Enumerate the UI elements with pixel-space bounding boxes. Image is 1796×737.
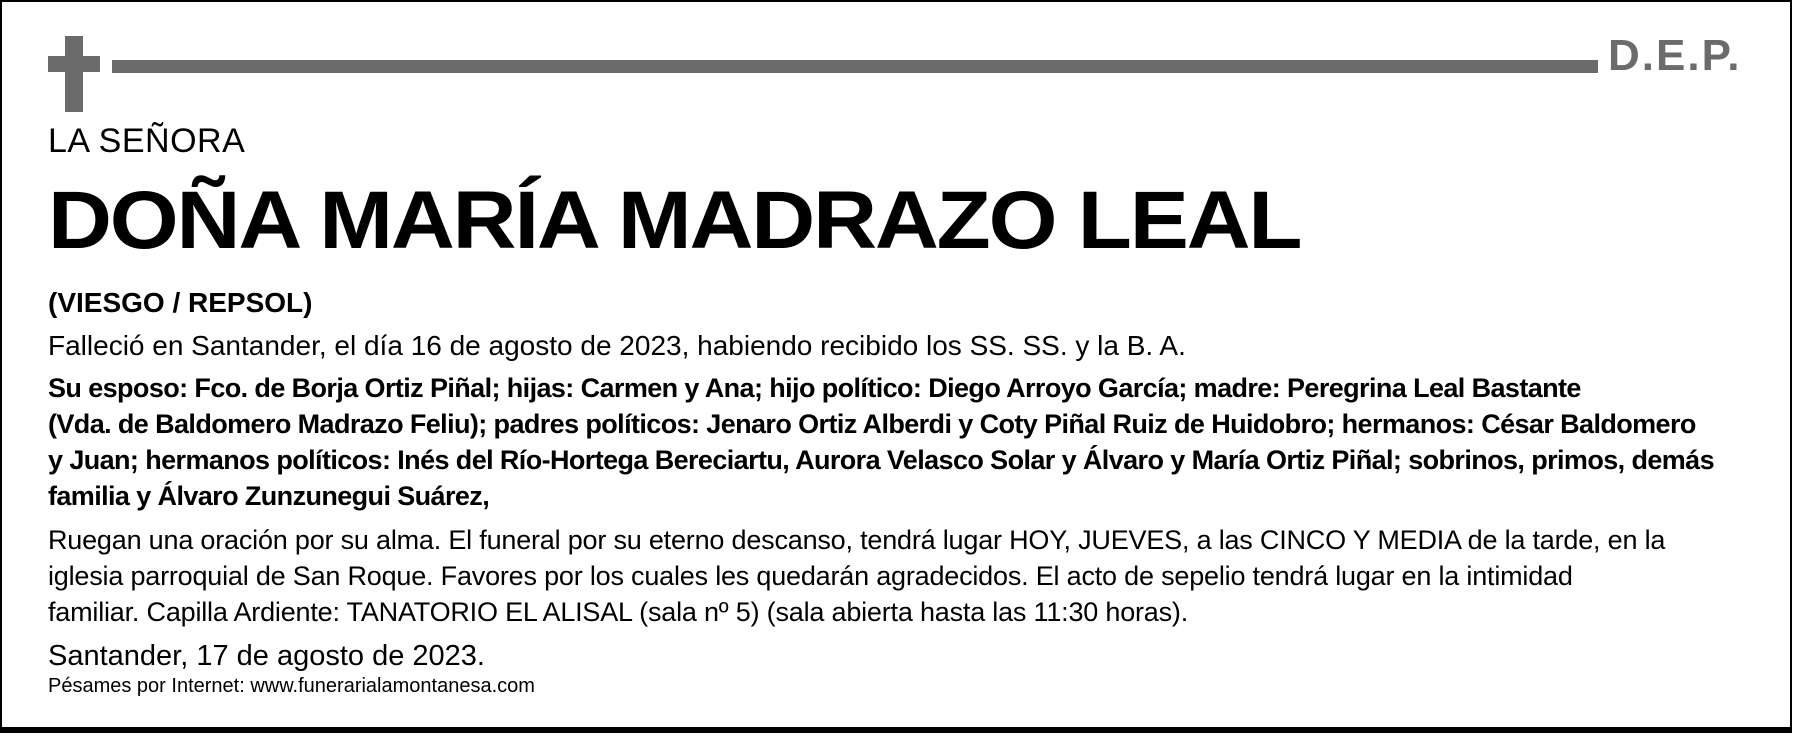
funeral-line: familiar. Capilla Ardiente: TANATORIO EL ALISAL (sala nº 5) (sala abierta hasta las 11:30 horas). bbox=[48, 597, 1189, 627]
funeral-line: Ruegan una oración por su alma. El funeral por su eterno descanso, tendrá lugar HOY, JUEVES, a las CINCO Y MEDIA de la tarde, en la bbox=[48, 525, 1666, 555]
header-rule bbox=[112, 60, 1598, 73]
relatives-line: (Vda. de Baldomero Madrazo Feliu); padres políticos: Jenaro Ortiz Alberdi y Coty Piñal Ruiz de Huidobro; hermanos: César Baldomero bbox=[48, 409, 1696, 439]
funeral-paragraph bbox=[48, 522, 1758, 630]
deceased-name: DOÑA MARÍA MADRAZO LEAL bbox=[48, 175, 1301, 266]
company-affiliation: (VIESGO / REPSOL) bbox=[48, 287, 313, 318]
funeral-line: iglesia parroquial de San Roque. Favores por los cuales les quedarán agradecidos. El acto de sepelio tendrá lugar en la intimidad bbox=[48, 561, 1573, 591]
place-date: Santander, 17 de agosto de 2023. bbox=[48, 640, 485, 672]
relatives-line: Su esposo: Fco. de Borja Ortiz Piñal; hijas: Carmen y Ana; hijo político: Diego Arroyo García; madre: Peregrina Leal Bastante bbox=[48, 373, 1581, 403]
relatives-line: familia y Álvaro Zunzunegui Suárez, bbox=[48, 481, 490, 511]
death-statement: Falleció en Santander, el día 16 de agosto de 2023, habiendo recibido los SS. SS. y la B. A. bbox=[48, 330, 1186, 361]
cross-icon bbox=[48, 36, 104, 112]
relatives-line: y Juan; hermanos políticos: Inés del Río-Hortega Bereciartu, Aurora Velasco Solar y Álvaro y María Ortiz Piñal; sobrinos, primos, demás bbox=[48, 445, 1714, 475]
condolences-line: Pésames por Internet: www.funerarialamontanesa.com bbox=[48, 675, 535, 697]
honorific: LA SEÑORA bbox=[48, 122, 246, 160]
dep-label: D.E.P. bbox=[1608, 31, 1742, 80]
relatives-paragraph bbox=[48, 370, 1758, 514]
